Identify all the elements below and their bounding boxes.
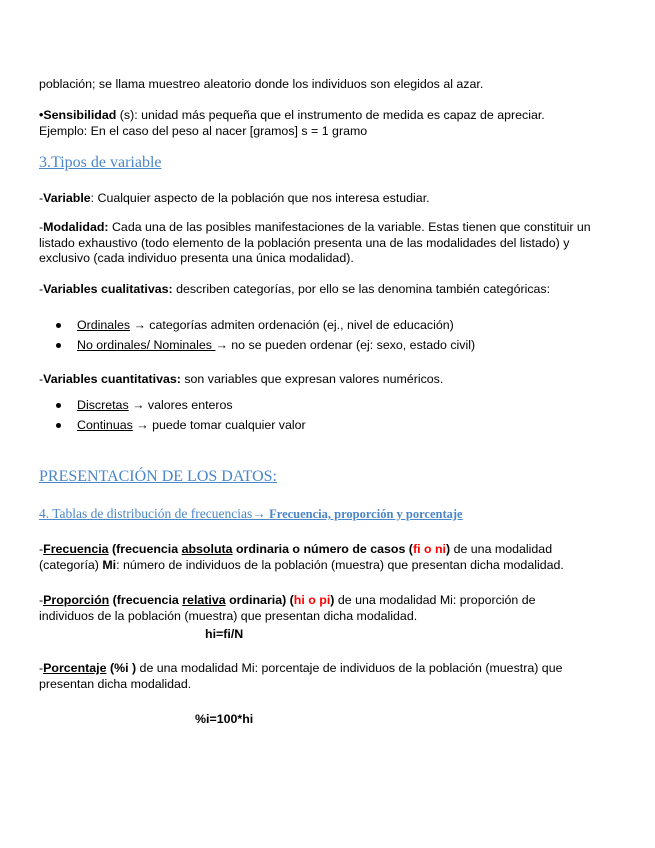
cualitativas-term: Variables cualitativas: bbox=[43, 282, 173, 296]
bullet-dot-icon bbox=[56, 423, 61, 428]
sensibilidad-definition: (s): unidad más pequeña que el instrumento de medida es capaz de apreciar. bbox=[116, 108, 545, 122]
modalidad-paragraph bbox=[39, 220, 611, 267]
heading-presentacion-datos: PRESENTACIÓN DE LOS DATOS: bbox=[39, 468, 277, 485]
discretas-term: Discretas bbox=[77, 398, 129, 412]
proporcion-definition: de una modalidad Mi: proporción de individuos de la población (muestra) que presentan dicha modalidad. bbox=[39, 593, 536, 623]
porcentaje-paragraph bbox=[39, 661, 594, 692]
frecuencia-mi: Mi bbox=[102, 557, 117, 572]
modalidad-definition: Cada una de las posibles manifestaciones de la variable. Estas tienen que constituir un listado exhaustivo (todo elemento de la población presenta una de las modalidades del listado) y exclusivo (cada individuo presenta una única modalidad). bbox=[39, 220, 591, 265]
continuas-desc: → puede tomar cualquier valor bbox=[132, 418, 306, 432]
tablas-heading-bold: Frecuencia, proporción y porcentaje bbox=[269, 507, 463, 521]
frecuencia-definition-end: : número de individuos de la población (muestra) que presentan dicha modalidad. bbox=[116, 557, 564, 572]
frecuencia-paragraph bbox=[39, 542, 599, 573]
dash: - bbox=[39, 220, 44, 234]
bullet-dot-icon bbox=[56, 323, 61, 328]
ordinales-term: Ordinales bbox=[77, 318, 131, 332]
sensibilidad-term: Sensibilidad bbox=[43, 108, 117, 122]
cuantitativas-term: Variables cuantitativas: bbox=[43, 372, 181, 386]
frecuencia-absoluta: absoluta bbox=[181, 542, 233, 556]
dash: - bbox=[39, 191, 44, 205]
porcentaje-formula: %i=100*hi bbox=[195, 712, 254, 726]
ordinales-desc: → categorías admiten ordenación (ej., nivel de educación) bbox=[130, 318, 454, 332]
tablas-heading-main: 4. Tablas de distribución de frecuencias→ bbox=[39, 506, 270, 521]
proporcion-formula: hi=fi/N bbox=[205, 627, 244, 641]
porcentaje-definition: de una modalidad Mi: porcentaje de individuos de la población (muestra) que presentan dicha modalidad. bbox=[39, 661, 563, 691]
proporcion-term: Proporción bbox=[43, 593, 110, 607]
frecuencia-part: ) bbox=[445, 542, 451, 556]
variable-definition: : Cualquier aspecto de la población que nos interesa estudiar. bbox=[90, 191, 430, 205]
cualitativas-definition: describen categorías, por ello se las denomina también categóricas: bbox=[172, 282, 551, 296]
bullet-dot-icon bbox=[56, 343, 61, 348]
bullet-glyph: • bbox=[39, 108, 44, 122]
modalidad-term: Modalidad: bbox=[43, 220, 109, 234]
dash: - bbox=[39, 282, 44, 296]
nominales-term: No ordinales/ Nominales bbox=[77, 338, 216, 352]
cuantitativas-definition: son variables que expresan valores numéricos. bbox=[180, 372, 444, 386]
frecuencia-part: (frecuencia bbox=[108, 542, 182, 556]
intro-text: población; se llama muestreo aleatorio donde los individuos son elegidos al azar. bbox=[39, 77, 484, 91]
variable-term: Variable bbox=[43, 191, 91, 205]
proporcion-paragraph bbox=[39, 593, 584, 624]
cualitativas-paragraph bbox=[39, 282, 619, 298]
intro-paragraph bbox=[39, 77, 619, 93]
dash: - bbox=[39, 661, 44, 675]
proporcion-symbol: hi o pi bbox=[293, 593, 331, 607]
nominales-desc: → no se pueden ordenar (ej: sexo, estado civil) bbox=[215, 338, 476, 352]
proporcion-part: (frecuencia bbox=[109, 593, 183, 607]
bullet-dot-icon bbox=[56, 403, 61, 408]
frecuencia-symbol: fi o ni bbox=[412, 542, 446, 556]
cuantitativas-paragraph bbox=[39, 372, 619, 388]
dash: - bbox=[39, 372, 44, 386]
continuas-term: Continuas bbox=[77, 418, 133, 432]
dash: - bbox=[39, 593, 44, 607]
frecuencia-term: Frecuencia bbox=[43, 542, 109, 556]
proporcion-part: ordinaria) ( bbox=[225, 593, 294, 607]
sensibilidad-paragraph bbox=[39, 108, 619, 139]
frecuencia-part: ordinaria o número de casos ( bbox=[232, 542, 413, 556]
discretas-desc: → valores enteros bbox=[128, 398, 233, 412]
porcentaje-term: Porcentaje bbox=[43, 661, 107, 675]
frecuencia-definition: de una modalidad (categoría) bbox=[39, 542, 553, 572]
sensibilidad-example: Ejemplo: En el caso del peso al nacer [gramos] s = 1 gramo bbox=[39, 123, 368, 138]
proporcion-relativa: relativa bbox=[182, 593, 226, 607]
heading-tipos-variable: 3.Tipos de variable bbox=[39, 154, 162, 171]
proporcion-part: ) bbox=[330, 593, 335, 607]
heading-tablas-distribucion bbox=[39, 506, 463, 522]
dash: - bbox=[39, 542, 44, 556]
variable-paragraph bbox=[39, 191, 619, 207]
porcentaje-symbol: (%i ) bbox=[106, 661, 137, 675]
